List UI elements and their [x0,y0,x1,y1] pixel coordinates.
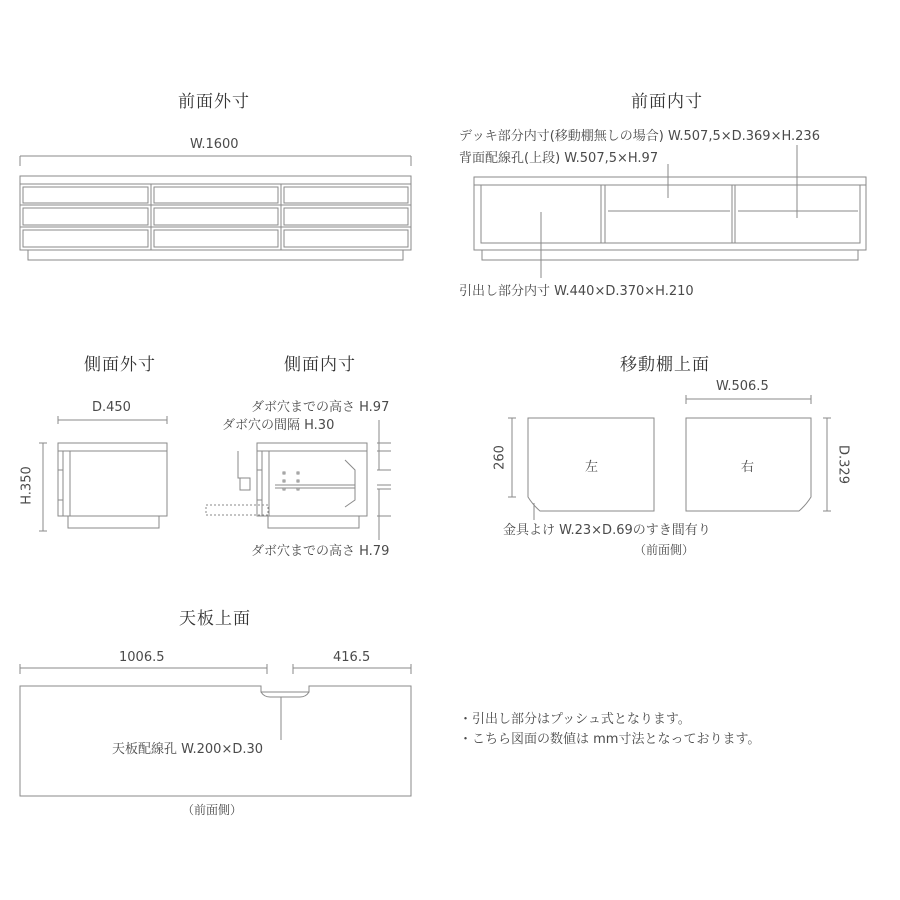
side-outer-drawing [39,416,167,531]
shelf-depth: D.329 [835,445,851,484]
dowel-height-top: ダボ穴までの高さ H.97 [251,400,390,415]
side-inner-drawing [206,420,391,540]
clearance-note: 金具よけ W.23×D.69のすき間有り [503,523,711,538]
dowel-height-bottom: ダボ穴までの高さ H.79 [251,544,390,559]
top-board-front-side: （前面側） [182,803,243,817]
shelf-front-side: （前面側） [634,543,695,557]
top-board-left-width: 1006.5 [119,650,165,665]
front-outer-width: W.1600 [190,137,239,152]
top-board-title: 天板上面 [179,609,251,629]
deck-inner-dimension: デッキ部分内寸(移動棚無しの場合) W.507,5×D.369×H.236 [459,129,820,144]
front-inner-title: 前面内寸 [631,92,703,112]
front-outer-drawing [20,156,411,260]
top-board-drawing [20,664,411,796]
shelf-top-drawing [508,395,831,520]
shelf-height-left: 260 [492,445,508,470]
front-outer-title: 前面外寸 [178,92,250,112]
shelf-right-label: 右 [741,460,755,475]
side-inner-title: 側面内寸 [284,355,356,375]
top-board-right-width: 416.5 [333,650,371,665]
shelf-top-title: 移動棚上面 [620,355,710,375]
note-units-mm: ・こちら図面の数値は mm寸法となっております。 [459,732,761,747]
side-outer-height: H.350 [19,466,35,505]
side-outer-title: 側面外寸 [84,355,156,375]
top-board-wiring-hole: 天板配線孔 W.200×D.30 [112,742,264,757]
back-wiring-dimension: 背面配線孔(上段) W.507,5×H.97 [459,151,659,166]
dowel-spacing: ダボ穴の間隔 H.30 [222,418,335,433]
drawer-inner-dimension: 引出し部分内寸 W.440×D.370×H.210 [459,284,694,299]
shelf-width: W.506.5 [716,379,769,394]
shelf-left-label: 左 [585,460,599,475]
side-outer-depth: D.450 [92,400,131,415]
note-push-drawer: ・引出し部分はプッシュ式となります。 [459,712,691,727]
